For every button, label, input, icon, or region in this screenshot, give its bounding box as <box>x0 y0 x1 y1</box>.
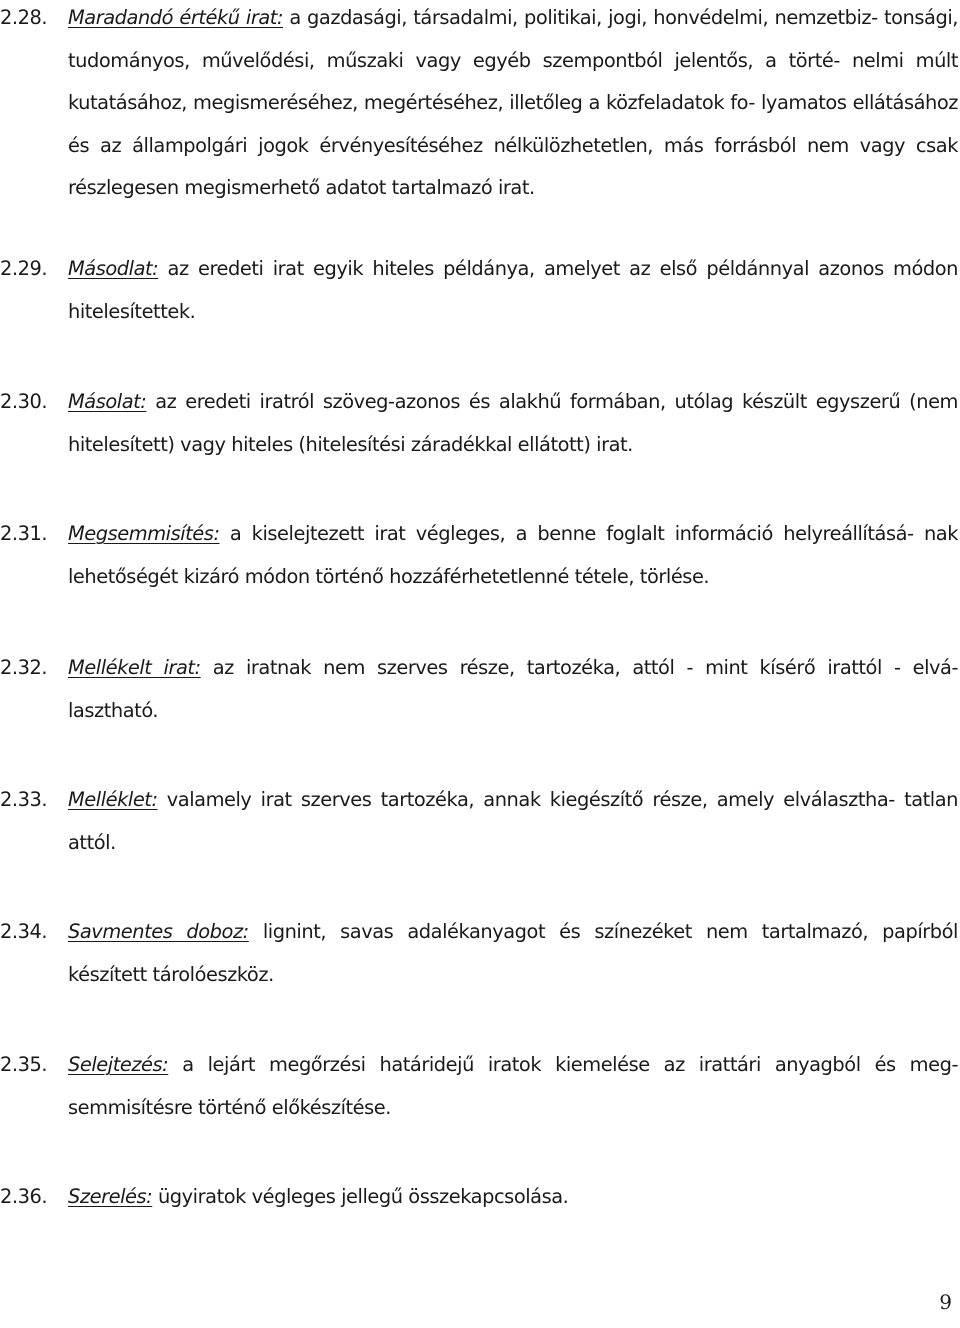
definition-term: Melléklet: <box>68 788 158 811</box>
page-number: 9 <box>939 1290 952 1314</box>
definition-number: 2.36. <box>0 1185 48 1208</box>
definition-term: Megsemmisítés: <box>68 522 220 545</box>
definition-number: 2.28. <box>0 6 48 29</box>
definition-term: Mellékelt irat: <box>68 656 201 679</box>
definition-text <box>68 248 958 333</box>
definition-number: 2.35. <box>0 1053 48 1076</box>
definition-term: Selejtezés: <box>68 1053 169 1076</box>
definition-line: valamely irat szerves tartozéka, annak kiegészítő része, amely elválasztha- <box>166 788 895 811</box>
definition-line: nelmi múlt kutatásához, megismeréséhez, megértéséhez, illetőleg a közfeladatok fo- <box>68 48 959 114</box>
definition-line: tatlan attól. <box>68 788 959 854</box>
definition-line: módon hitelesítettek. <box>68 257 959 323</box>
definition-number: 2.32. <box>0 656 48 679</box>
definition-line: tonsági, tudományos, művelődési, műszaki vagy egyéb szempontból jelentős, a törté- <box>68 6 958 72</box>
definition-number: 2.33. <box>0 788 48 811</box>
definition-line: semmisítésre történő előkészítése. <box>68 1095 391 1119</box>
definition-line: lyamatos ellátásához és az állampolgári jogok érvényesítéséhez nélkülözhetetlen, más <box>68 91 959 157</box>
definition-line: az iratnak nem szerves része, tartozéka, attól - mint kísérő irattól - elvá- <box>212 656 959 679</box>
definition-term: Másolat: <box>68 390 147 413</box>
definition-line: az eredeti irat egyik hiteles példánya, amelyet az első példánnyal azonos <box>167 257 884 280</box>
definition-line: ügyiratok végleges jellegű összekapcsolása. <box>157 1185 569 1208</box>
definition-text <box>68 513 958 598</box>
definition-number: 2.31. <box>0 522 48 545</box>
definition-text <box>68 1044 958 1129</box>
definition-line: a kiselejtezett irat végleges, a benne foglalt információ helyreállításá- <box>229 522 914 545</box>
definition-line: lignint, savas adalékanyagot és színezéket nem tartalmazó, papírból <box>262 920 958 943</box>
definition-text <box>68 0 958 210</box>
definition-text <box>68 381 958 466</box>
definition-line: forrásból nem vagy csak részlegesen megismerhető adatot tartalmazó irat. <box>68 133 959 199</box>
definition-term: Savmentes doboz: <box>68 920 249 943</box>
definition-line: a lejárt megőrzési határidejű iratok kiemelése az irattári anyagból és meg- <box>182 1053 958 1076</box>
definition-term: Szerelés: <box>68 1185 153 1208</box>
definition-text <box>68 779 958 864</box>
definition-text <box>68 1176 958 1219</box>
definition-number: 2.34. <box>0 920 48 943</box>
definition-line: nak lehetőségét kizáró módon történő hozzáférhetetlenné tétele, törlése. <box>68 522 958 588</box>
definition-line: az eredeti iratról szöveg-azonos és alakhű formában, utólag készült egyszerű <box>155 390 901 413</box>
definition-term: Maradandó értékű irat: <box>68 6 284 29</box>
definition-line: készített tárolóeszköz. <box>68 962 274 986</box>
definition-line: (nem hitelesített) vagy hiteles (hitelesítési záradékkal ellátott) irat. <box>68 390 958 456</box>
definition-number: 2.30. <box>0 390 48 413</box>
definition-term: Másodlat: <box>68 257 159 280</box>
definition-text <box>68 647 958 732</box>
definition-text <box>68 911 958 996</box>
definition-number: 2.29. <box>0 257 48 280</box>
definition-line: lasztható. <box>68 698 159 722</box>
definition-line: a gazdasági, társadalmi, politikai, jogi, honvédelmi, nemzetbiz- <box>289 6 878 29</box>
